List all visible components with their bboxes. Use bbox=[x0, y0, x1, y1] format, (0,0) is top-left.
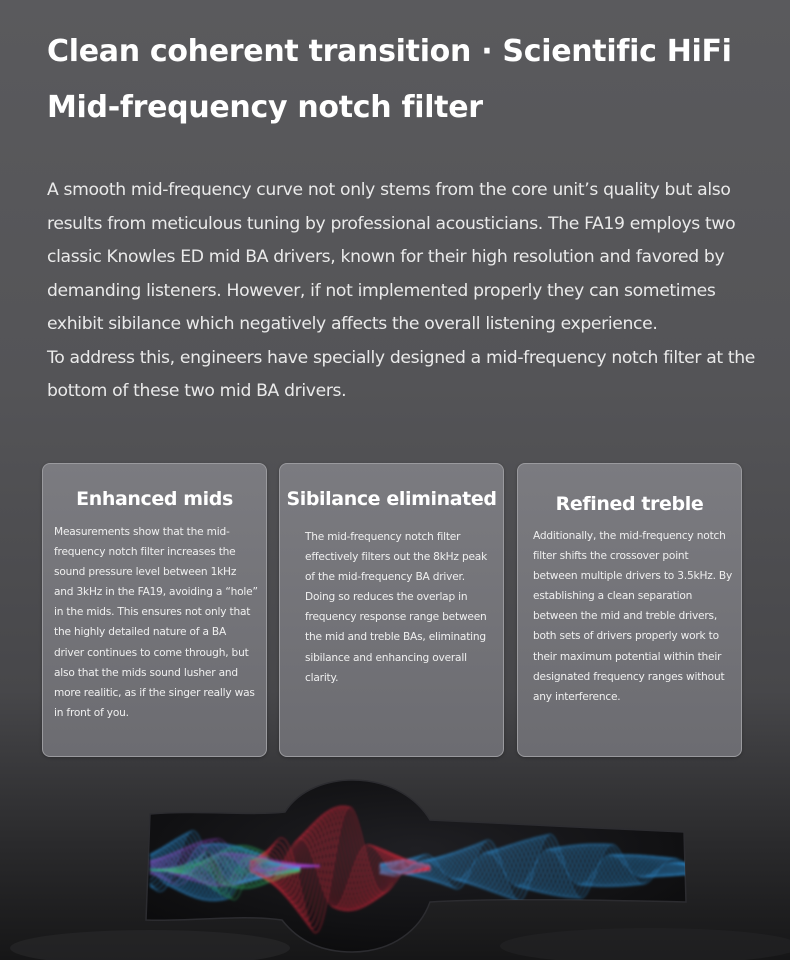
card-body: Measurements show that the mid-frequency notch filter increases the sound pressure level between 1kHz and 3kHz in the FA19, avoiding a “hole” in the mids. This ensures not only that the highly detailed nature of a BA driver continues to come through, but also that the mids sound lusher and more realitic, as if the singer really was in front of you. bbox=[54, 526, 258, 719]
intro-text bbox=[47, 174, 767, 409]
card-title: Sibilance eliminated bbox=[286, 488, 497, 510]
feature-card-refined-treble bbox=[517, 463, 742, 757]
intro-paragraph-1: A smooth mid-frequency curve not only stems from the core unit’s quality but also results from meticulous tuning by professional acousticians. The FA19 employs two classic Knowles ED mid BA drivers, known for their high resolution and favored by demanding listeners. However, if not implemented properly they can sometimes exhibit sibilance which negatively affects the overall listening experience. bbox=[47, 180, 736, 334]
feature-card-enhanced-mids bbox=[42, 463, 267, 757]
feature-card-sibilance-eliminated bbox=[279, 463, 504, 757]
page-title-line-2: Mid-frequency notch filter bbox=[47, 90, 483, 125]
page-title-line-1: Clean coherent transition · Scientific HiFi bbox=[47, 34, 732, 69]
notch-filter-waveform-illustration bbox=[0, 770, 790, 960]
card-body: The mid-frequency notch filter effectively filters out the 8kHz peak of the mid-frequency BA driver. Doing so reduces the overlap in frequency response range between the mid and treble BAs, eliminating sibilance and enhancing overall clarity. bbox=[305, 531, 488, 684]
card-title: Refined treble bbox=[555, 493, 704, 515]
intro-paragraph-2: To address this, engineers have specially designed a mid-frequency notch filter at the bottom of these two mid BA drivers. bbox=[47, 347, 756, 401]
card-body: Additionally, the mid-frequency notch filter shifts the crossover point between multiple drivers to 3.5kHz. By establishing a clean separation between the mid and treble drivers, both sets of drivers properly work to their maximum potential within their designated frequency ranges without any interference. bbox=[533, 530, 733, 703]
card-title: Enhanced mids bbox=[76, 488, 233, 510]
